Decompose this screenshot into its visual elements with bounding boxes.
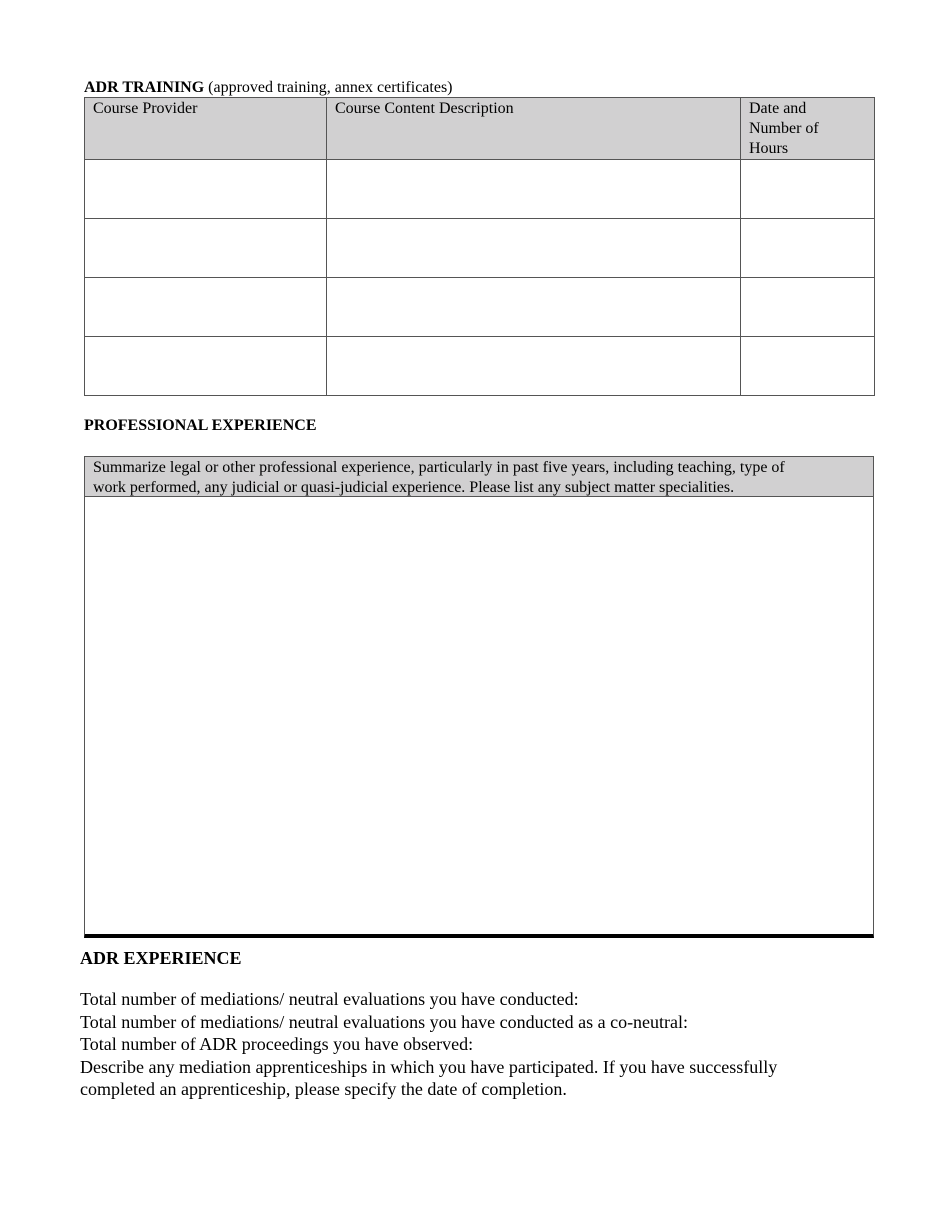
col-date-hours-label-1: Date and — [749, 100, 807, 117]
col-course-provider-label: Course Provider — [93, 100, 198, 117]
professional-experience-instructions — [85, 457, 873, 497]
training-header-row — [85, 98, 875, 160]
col-course-provider — [85, 98, 327, 160]
training-row — [85, 337, 875, 396]
apprenticeship-question-line-1: Describe any mediation apprenticeships in which you have participated. If you have successfully — [80, 1056, 778, 1077]
training-row — [85, 219, 875, 278]
course-provider-cell[interactable] — [85, 278, 327, 337]
professional-experience-response[interactable] — [85, 497, 873, 934]
date-hours-cell[interactable] — [741, 160, 875, 219]
course-provider-cell[interactable] — [85, 219, 327, 278]
course-description-cell[interactable] — [327, 278, 741, 337]
date-hours-cell[interactable] — [741, 278, 875, 337]
col-course-description-label: Course Content Description — [335, 100, 514, 117]
professional-experience-box — [84, 456, 874, 938]
course-provider-cell[interactable] — [85, 160, 327, 219]
adr-experience-heading: ADR EXPERIENCE — [80, 948, 242, 968]
col-date-hours-label-3: Hours — [749, 140, 789, 157]
training-table — [84, 97, 875, 396]
adr-experience-questions — [80, 988, 870, 1101]
course-description-cell[interactable] — [327, 160, 741, 219]
training-heading — [84, 79, 453, 97]
course-provider-cell[interactable] — [85, 337, 327, 396]
instructions-line-1: Summarize legal or other professional experience, particularly in past five years, including teaching, type of — [93, 459, 785, 476]
col-date-hours-label-2: Number of — [749, 120, 819, 137]
col-course-description — [327, 98, 741, 160]
apprenticeship-question-line-2: completed an apprenticeship, please specify the date of completion. — [80, 1079, 567, 1099]
training-row — [85, 160, 875, 219]
training-row — [85, 278, 875, 337]
course-description-cell[interactable] — [327, 219, 741, 278]
course-description-cell[interactable] — [327, 337, 741, 396]
mediations-conducted-question: Total number of mediations/ neutral evaluations you have conducted: — [80, 989, 579, 1009]
training-subtitle: (approved training, annex certificates) — [208, 79, 453, 96]
date-hours-cell[interactable] — [741, 337, 875, 396]
training-title: ADR TRAINING — [84, 79, 205, 96]
co-neutral-question: Total number of mediations/ neutral evaluations you have conducted as a co-neutral: — [80, 1011, 689, 1032]
date-hours-cell[interactable] — [741, 219, 875, 278]
col-date-hours — [741, 98, 875, 160]
proceedings-observed-question: Total number of ADR proceedings you have observed: — [80, 1034, 474, 1054]
instructions-line-2: work performed, any judicial or quasi-judicial experience. Please list any subject matter specialities. — [93, 479, 735, 496]
professional-experience-heading: PROFESSIONAL EXPERIENCE — [84, 417, 317, 434]
